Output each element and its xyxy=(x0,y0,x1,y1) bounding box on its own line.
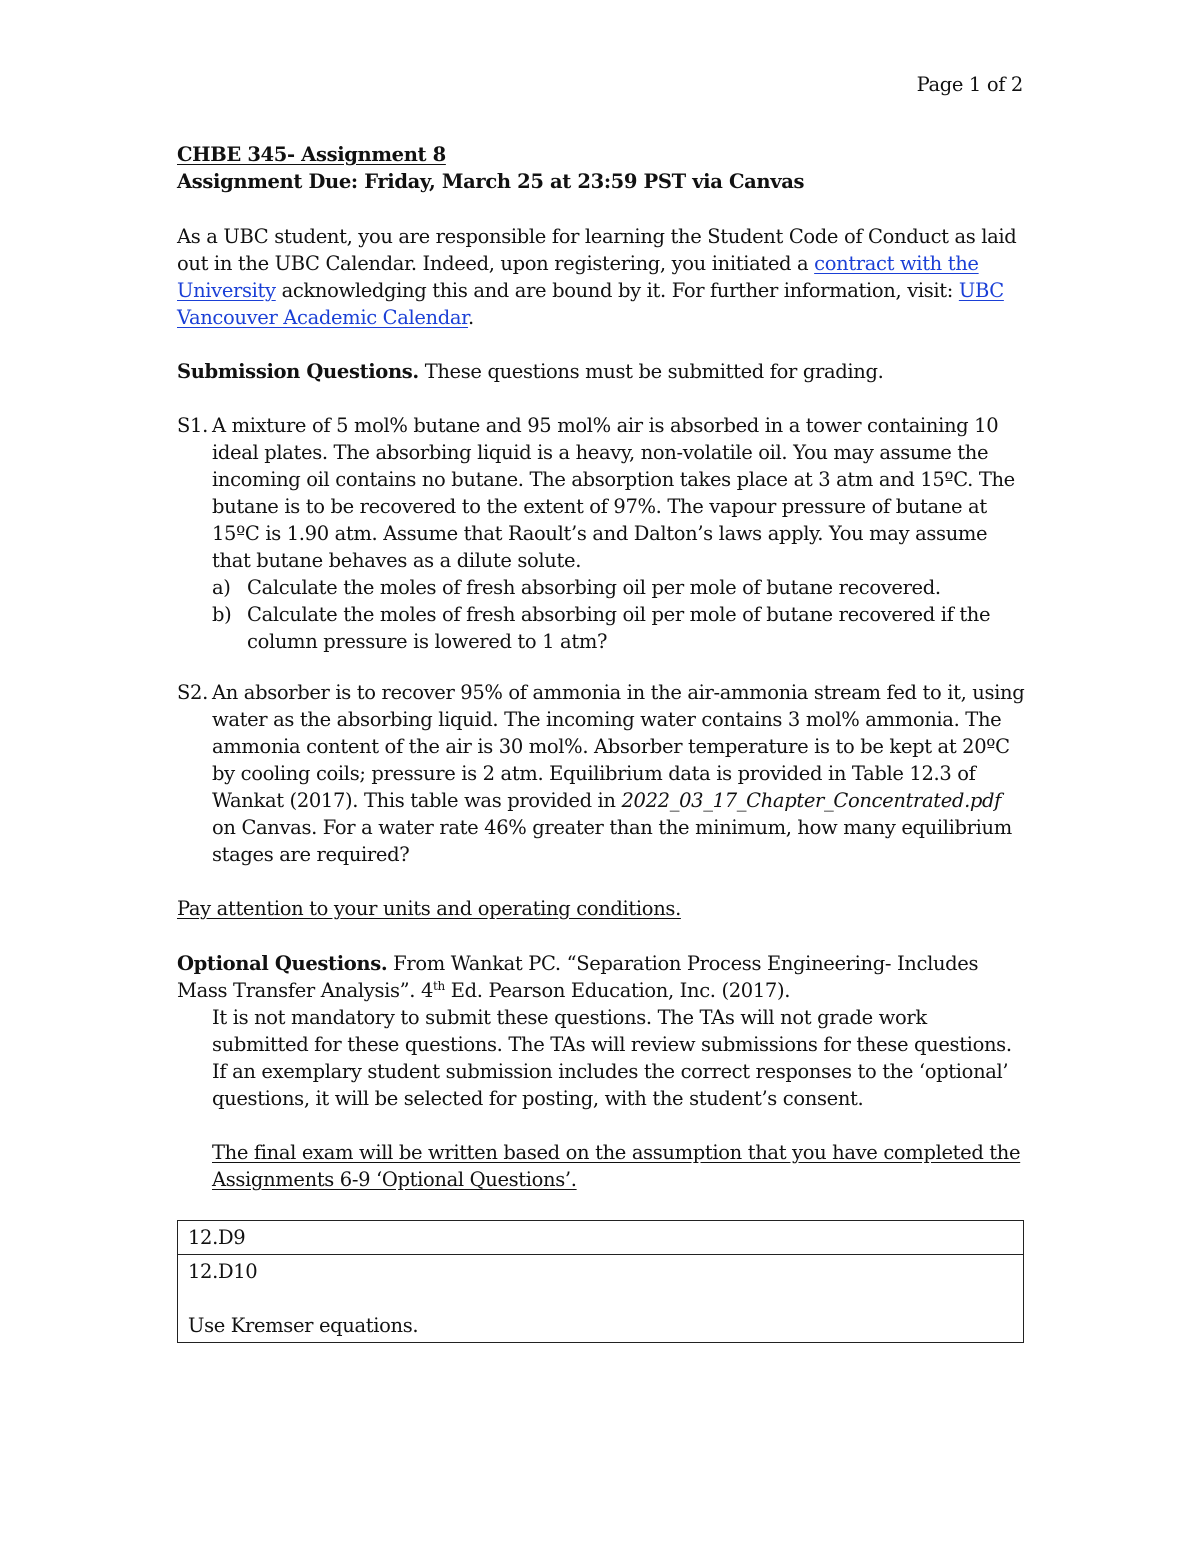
optional-questions-section xyxy=(177,950,1027,1193)
question-s1 xyxy=(177,412,1027,655)
optional-questions-table xyxy=(177,1220,1024,1343)
code-of-conduct-paragraph: As a UBC student, you are responsible for learning the Student Code of Conduct as laid out in the UBC Calendar. Indeed, upon registering, you initiated a contract with the University acknowledging this and are bound by it. For further information, visit: UBC Vancouver Academic Calendar. xyxy=(177,225,1017,329)
attention-note: Pay attention to your units and operating conditions. xyxy=(177,897,681,920)
academic-calendar-link[interactable]: UBC Vancouver Academic Calendar xyxy=(177,279,1004,329)
question-s2 xyxy=(177,679,1027,868)
due-date: Assignment Due: Friday, March 25 at 23:59 PST via Canvas xyxy=(177,170,805,193)
table-cell: 12.D9 xyxy=(178,1221,1024,1255)
table-row xyxy=(178,1221,1024,1255)
table-hint: Use Kremser equations. xyxy=(188,1314,419,1337)
question-body: A mixture of 5 mol% butane and 95 mol% air is absorbed in a tower containing 10 ideal plates. The absorbing liquid is a heavy, non-volatile oil. You may assume the incoming oil contains no butane. The absorption takes place at 3 atm and 15ºC. The butane is to be recovered to the extent of 97%. The vapour pressure of butane at 15ºC is 1.90 atm. Assume that Raoult’s and Dalton’s laws apply. You may assume that butane behaves as a dilute solute. a) Calculate the moles of fresh absorbing oil per mole of butane recovered. b) Calculate the moles of fresh absorbing oil per mole of butane recovered if the column pressure is lowered to 1 atm? xyxy=(212,412,1027,655)
question-parts xyxy=(212,574,1027,655)
submission-questions-heading: Submission Questions. These questions must be submitted for grading. xyxy=(177,360,884,383)
table-cell: 12.D10 Use Kremser equations. xyxy=(178,1255,1024,1343)
course-title: CHBE 345- Assignment 8 xyxy=(177,143,446,166)
contract-link[interactable]: contract with the University xyxy=(177,252,979,302)
file-name: 2022_03_17_Chapter_Concentrated.pdf xyxy=(621,789,1002,812)
table-row xyxy=(178,1255,1024,1343)
optional-note: It is not mandatory to submit these questions. The TAs will not grade work submitted for these questions. The TAs will review submissions for these questions. If an exemplary student submission includes the correct responses to the ‘optional’ questions, it will be selected for posting, with the student’s consent. xyxy=(212,1006,1012,1110)
question-part-b: b) Calculate the moles of fresh absorbing oil per mole of butane recovered if the column pressure is lowered to 1 atm? xyxy=(212,603,991,653)
final-exam-note: The final exam will be written based on the assumption that you have completed the Assignments 6-9 ‘Optional Questions’. xyxy=(212,1141,1021,1191)
optional-questions-heading: Optional Questions. From Wankat PC. “Separation Process Engineering- Includes Mass Transfer Analysis”. 4th Ed. Pearson Education, Inc. (2017). xyxy=(177,952,979,1002)
question-label: S2. xyxy=(177,681,208,704)
question-body: An absorber is to recover 95% of ammonia in the air-ammonia stream fed to it, using water as the absorbing liquid. The incoming water contains 3 mol% ammonia. The ammonia content of the air is 30 mol%. Absorber temperature is to be kept at 20ºC by cooling coils; pressure is 2 atm. Equilibrium data is provided in Table 12.3 of Wankat (2017). This table was provided in 2022_03_17_Chapter_Concentrated.pdf on Canvas. For a water rate 46% greater than the minimum, how many equilibrium stages are required? xyxy=(212,681,1025,866)
question-part-a: a) Calculate the moles of fresh absorbing oil per mole of butane recovered. xyxy=(212,576,941,599)
page-number: Page 1 of 2 xyxy=(916,73,1023,96)
assignment-title-block xyxy=(177,141,1027,195)
question-label: S1. xyxy=(177,414,208,437)
